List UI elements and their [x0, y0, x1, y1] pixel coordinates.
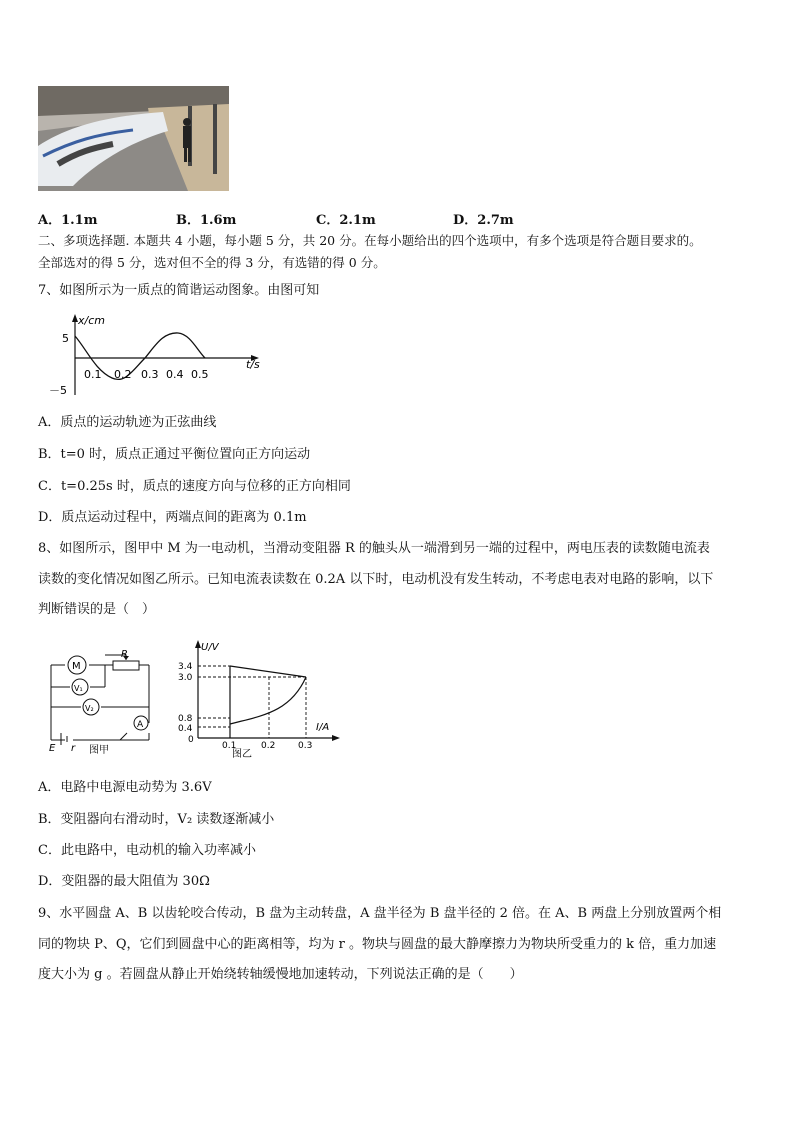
q7-graph [45, 310, 275, 404]
q7-option-b: B．t=0 时，质点正通过平衡位置向正方向运动 [38, 447, 311, 462]
q8-stem-line3: 判断错误的是（ ） [38, 602, 156, 617]
circuit-motor-label: M [72, 661, 81, 672]
q6-option-b: B．1.6m [176, 213, 237, 228]
q7-ylabel: x/cm [78, 314, 105, 327]
q7-xtick-03: 0.3 [141, 368, 159, 381]
q6-option-d: D．2.7m [453, 213, 514, 228]
q8-option-a: A．电路中电源电动势为 3.6V [38, 780, 212, 795]
q7-option-a: A．质点的运动轨迹为正弦曲线 [38, 415, 217, 430]
q7-xtick-05: 0.5 [191, 368, 209, 381]
q7-stem: 7、如图所示为一质点的简谐运动图象。由图可知 [38, 283, 320, 298]
q8-option-d: D．变阻器的最大阻值为 30Ω [38, 874, 210, 889]
section2-line2: 全部选对的得 5 分，选对但不全的得 3 分，有选错的得 0 分。 [38, 255, 386, 270]
ui-xtick-01: 0.1 [222, 741, 237, 751]
q6-option-a: A．1.1m [38, 213, 98, 228]
ui-ytick-08: 0.8 [178, 714, 193, 724]
q7-xlabel: t/s [246, 358, 260, 371]
q7-option-d: D．质点运动过程中，两端点间的距离为 0.1m [38, 510, 307, 525]
ui-origin: 0 [188, 735, 194, 745]
circuit-caption: 图甲 [89, 745, 109, 755]
q8-option-c: C．此电路中，电动机的输入功率减小 [38, 843, 256, 858]
q7-xtick-01: 0.1 [84, 368, 102, 381]
q9-line1: 9、水平圆盘 A、B 以齿轮咬合传动，B 盘为主动转盘，A 盘半径为 B 盘半径的 2 倍。在 A、B 两盘上分别放置两个相 [38, 906, 722, 921]
ui-caption: 图乙 [232, 749, 252, 758]
q8-stem-line2: 读数的变化情况如图乙所示。已知电流表读数在 0.2A 以下时，电动机没有发生转动，不考虑电表对电路的影响，以下 [38, 572, 714, 587]
ui-ytick-30: 3.0 [178, 673, 193, 683]
q7-xtick-04: 0.4 [166, 368, 184, 381]
circuit-resistor-label: R [121, 649, 128, 660]
q7-ytick-5: 5 [62, 332, 69, 345]
q8-circuit-diagram [45, 645, 160, 759]
circuit-v2-label: V₂ [85, 704, 94, 713]
ui-ytick-34: 3.4 [178, 662, 193, 672]
section2-line1: 二、多项选择题. 本题共 4 小题，每小题 5 分，共 20 分。在每小题给出的四个选项中，有多个选项是符合题目要求的。 [38, 233, 702, 248]
ui-xtick-03: 0.3 [298, 741, 313, 751]
q7-option-c: C．t=0.25s 时，质点的速度方向与位移的正方向相同 [38, 479, 351, 494]
q9-line2: 同的物块 P、Q，它们到圆盘中心的距离相等，均为 r 。物块与圆盘的最大静摩擦力为物块所受重力的 k 倍，重力加速 [38, 937, 717, 952]
q8-ui-graph [170, 638, 345, 762]
q9-line3: 度大小为 g 。若圆盘从静止开始绕转轴缓慢地加速转动，下列说法正确的是（ ） [38, 967, 523, 982]
circuit-r-label: r [71, 743, 76, 754]
circuit-ammeter-label: A [137, 720, 144, 730]
q8-stem-line1: 8、如图所示，图甲中 M 为一电动机，当滑动变阻器 R 的触头从一端滑到另一端的过程中，两电压表的读数随电流表 [38, 541, 710, 556]
q7-ytick-neg5: －5 [49, 384, 67, 397]
q7-xtick-02: 0.2 [114, 368, 132, 381]
ui-ytick-04: 0.4 [178, 724, 193, 734]
circuit-emf-label: E [49, 743, 56, 754]
circuit-v1-label: V₁ [74, 684, 83, 693]
q8-option-b: B．变阻器向右滑动时，V₂ 读数逐渐减小 [38, 812, 275, 827]
q6-option-c: C．2.1m [316, 213, 376, 228]
ui-xtick-02: 0.2 [261, 741, 276, 751]
train-photo [38, 86, 229, 191]
ui-xlabel: I/A [316, 722, 330, 733]
ui-ylabel: U/V [201, 642, 219, 653]
